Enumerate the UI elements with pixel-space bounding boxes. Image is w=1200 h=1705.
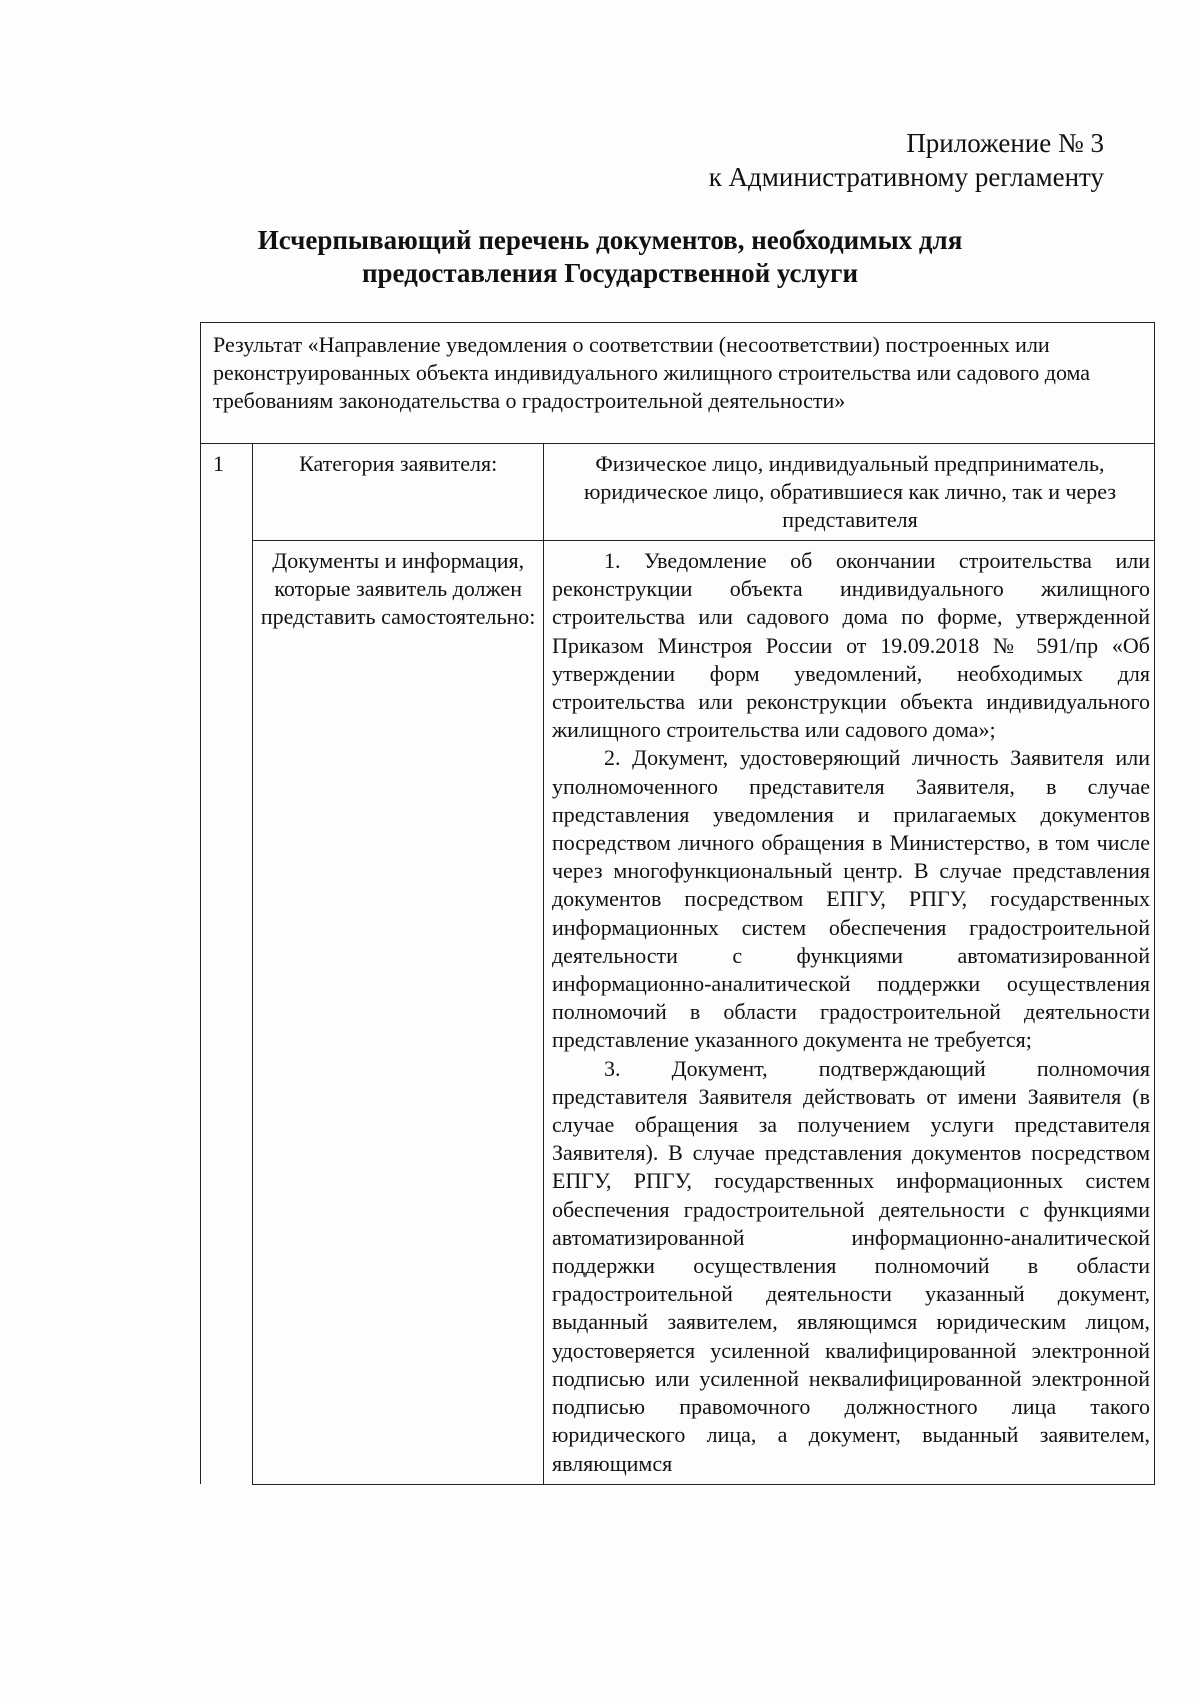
documents-list — [543, 541, 1154, 1485]
appendix-number: Приложение № 3 — [906, 128, 1104, 158]
category-value: Физическое лицо, индивидуальный предприниматель, юридическое лицо, обратившиеся как лично, так и через представителя — [543, 444, 1154, 541]
document-title-line1: Исчерпывающий перечень документов, необходимых для — [257, 225, 963, 255]
document-title-line2: предоставления Государственной услуги — [361, 258, 859, 288]
result-cell: Результат «Направление уведомления о соответствии (несоответствии) построенных или реконструированных объекта индивидуального жилищного строительства или садового дома требованиям законодательства о градостроительной деятельности» — [201, 323, 1155, 444]
appendix-reference: к Административному регламенту — [708, 162, 1104, 192]
documents-table — [200, 322, 1155, 1485]
row-number: 1 — [201, 444, 253, 1485]
document-item: 3. Документ, подтверждающий полномочия представителя Заявителя действовать от имени Заявителя (в случае обращения за получением услуги представителя Заявителя). В случае представления документов посредством ЕПГУ, РПГУ, государственных информационных систем обеспечения градостроительной деятельности с функциями автоматизированной информационно-аналитической поддержки осуществления полномочий в области градостроительной деятельности указанный документ, выданный заявителем, являющимся юридическим лицом, удостоверяется усиленной квалифицированной электронной подписью или усиленной неквалифицированной электронной подписью правомочного должностного лица такого юридического лица, а документ, выданный заявителем, являющимся — [551, 1055, 1150, 1476]
document-title — [200, 224, 1020, 290]
document-item: 1. Уведомление об окончании строительства или реконструкции объекта индивидуального жилищного строительства или садового дома по форме, утвержденной Приказом Минстроя России от 19.09.2018 № 591/пр «Об утверждении форм уведомлений, необходимых для строительства или реконструкции объекта индивидуального жилищного строительства или садового дома»; — [551, 548, 1150, 743]
documents-label: Документы и информация, которые заявитель должен представить самостоятельно: — [253, 541, 544, 1485]
document-item: 2. Документ, удостоверяющий личность Заявителя или уполномоченного представителя Заявителя, в случае представления уведомления и прилагаемых документов посредством личного обращения в Министерство, в том числе через многофункциональный центр. В случае представления документов посредством ЕПГУ, РПГУ, государственных информационных систем обеспечения градостроительной деятельности с функциями автоматизированной информационно-аналитической поддержки осуществления полномочий в области градостроительной деятельности представление указанного документа не требуется; — [551, 745, 1150, 1053]
documents-row — [201, 541, 1155, 1485]
appendix-header — [709, 126, 1104, 194]
category-label: Категория заявителя: — [253, 444, 544, 541]
result-row — [201, 323, 1155, 444]
category-row — [201, 444, 1155, 541]
